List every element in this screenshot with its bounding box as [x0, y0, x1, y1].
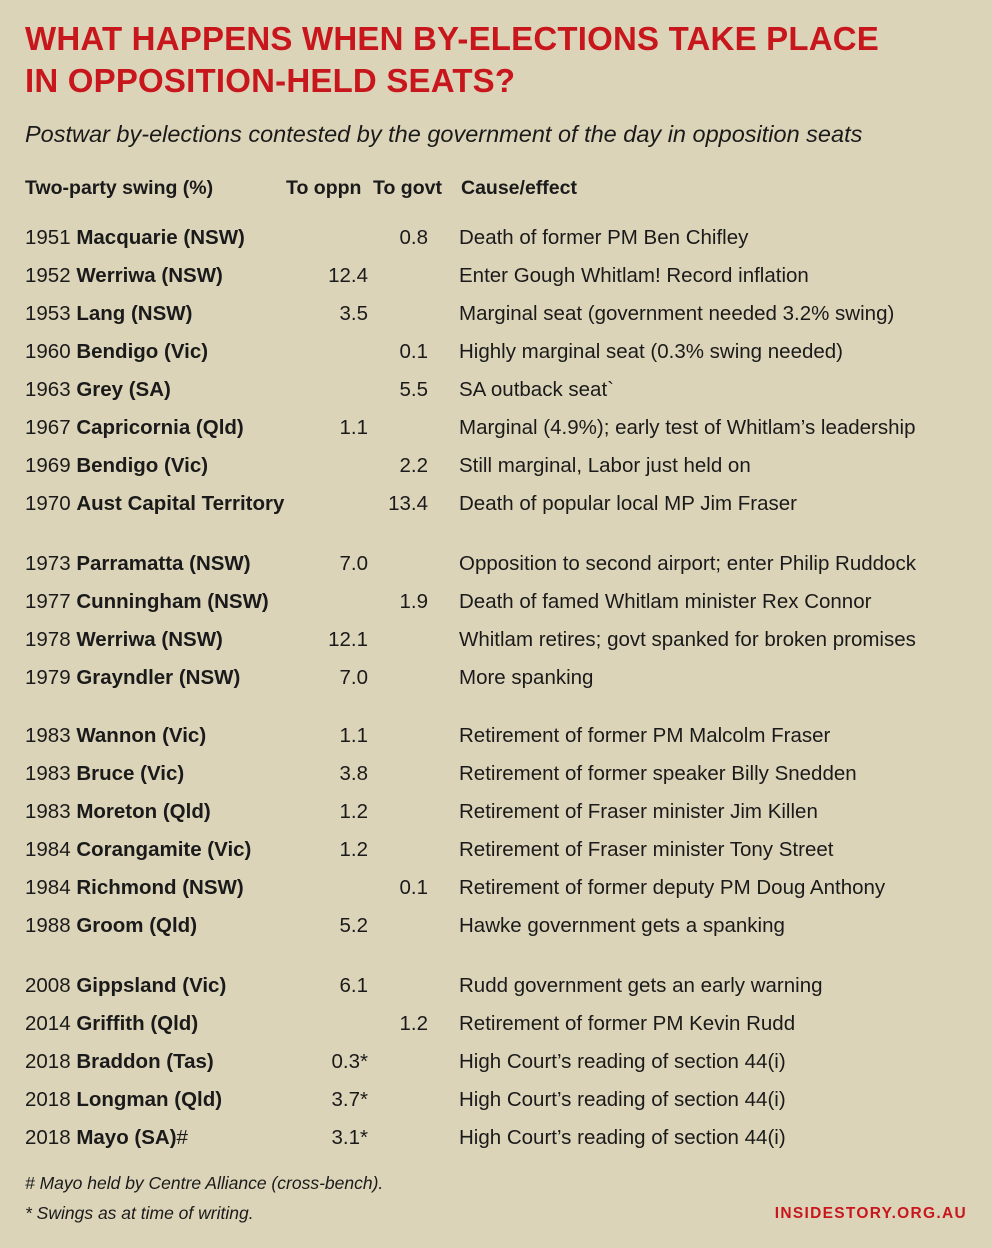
seat-name: Bendigo (Vic): [76, 454, 209, 477]
cause-effect-text: More spanking: [459, 666, 594, 689]
footnote-swings: * Swings as at time of writing.: [25, 1203, 254, 1223]
cause-effect-text: Hawke government gets a spanking: [459, 914, 785, 937]
swing-to-govt-value: 0.1: [399, 340, 428, 363]
seat-cell: [25, 336, 208, 368]
cause-effect-text: Enter Gough Whitlam! Record inflation: [459, 264, 809, 287]
table-row: [0, 374, 992, 406]
seat-cell: [25, 970, 226, 1002]
seat-name: Bendigo (Vic): [76, 340, 209, 363]
swing-to-oppn-value: 1.1: [339, 724, 368, 747]
seat-cell: [25, 450, 208, 482]
header-to-oppn: To oppn: [286, 177, 362, 199]
swing-to-oppn-value: 3.7*: [331, 1088, 368, 1111]
table-row: [0, 910, 992, 942]
table-row: [0, 260, 992, 292]
year-label: 1960: [25, 340, 71, 363]
swing-to-oppn-value: 3.1*: [331, 1126, 368, 1149]
seat-cell: [25, 758, 184, 790]
table-row: [0, 758, 992, 790]
cause-effect-text: Retirement of former speaker Billy Snedden: [459, 762, 857, 785]
title-line-1: WHAT HAPPENS WHEN BY-ELECTIONS TAKE PLACE: [25, 20, 880, 57]
cause-effect-text: Marginal seat (government needed 3.2% swing): [459, 302, 895, 325]
year-label: 1963: [25, 378, 71, 401]
year-label: 1984: [25, 838, 71, 861]
seat-cell: [25, 624, 223, 656]
seat-cell: [25, 1008, 198, 1040]
seat-name: Groom (Qld): [76, 914, 198, 937]
table-row: [0, 796, 992, 828]
seat-cell: [25, 222, 245, 254]
cause-effect-text: Retirement of former PM Malcolm Fraser: [459, 724, 831, 747]
seat-name: Cunningham (NSW): [76, 590, 269, 613]
seat-name: Werriwa (NSW): [76, 628, 223, 651]
table-row: [0, 662, 992, 694]
seat-name: Macquarie (NSW): [76, 226, 245, 249]
swing-to-oppn-value: 3.5: [339, 302, 368, 325]
header-to-govt: To govt: [373, 177, 442, 199]
table-row: [0, 720, 992, 752]
swing-to-govt-value: 1.2: [399, 1012, 428, 1035]
swing-to-oppn-value: 1.2: [339, 838, 368, 861]
seat-name: Grayndler (NSW): [76, 666, 241, 689]
cause-effect-text: High Court’s reading of section 44(i): [459, 1088, 786, 1111]
seat-cell: [25, 1046, 214, 1078]
seat-name: Lang (NSW): [76, 302, 193, 325]
year-label: 1983: [25, 800, 71, 823]
table-row: [0, 548, 992, 580]
seat-footnote-mark: #: [176, 1126, 188, 1149]
footnote-mayo: # Mayo held by Centre Alliance (cross-bench).: [25, 1173, 384, 1193]
cause-effect-text: SA outback seat`: [459, 378, 614, 401]
table-row: [0, 412, 992, 444]
swing-to-govt-value: 5.5: [399, 378, 428, 401]
seat-cell: [25, 260, 223, 292]
cause-effect-text: High Court’s reading of section 44(i): [459, 1050, 786, 1073]
year-label: 1973: [25, 552, 71, 575]
year-label: 1978: [25, 628, 71, 651]
cause-effect-text: Still marginal, Labor just held on: [459, 454, 751, 477]
swing-to-govt-value: 0.1: [399, 876, 428, 899]
seat-cell: [25, 796, 211, 828]
year-label: 1984: [25, 876, 71, 899]
header-swing: Two-party swing (%): [25, 177, 214, 199]
year-label: 1953: [25, 302, 71, 325]
cause-effect-text: Whitlam retires; govt spanked for broken promises: [459, 628, 916, 651]
cause-effect-text: Marginal (4.9%); early test of Whitlam’s leadership: [459, 416, 916, 439]
seat-cell: [25, 1122, 188, 1154]
year-label: 1970: [25, 492, 71, 515]
swing-to-oppn-value: 6.1: [339, 974, 368, 997]
year-label: 1952: [25, 264, 71, 287]
seat-cell: [25, 488, 284, 520]
cause-effect-text: Retirement of former PM Kevin Rudd: [459, 1012, 796, 1035]
swing-to-oppn-value: 1.1: [339, 416, 368, 439]
year-label: 1951: [25, 226, 71, 249]
table-row: [0, 1122, 992, 1154]
table-row: [0, 970, 992, 1002]
cause-effect-text: Opposition to second airport; enter Philip Ruddock: [459, 552, 916, 575]
table-row: [0, 336, 992, 368]
table-row: [0, 1084, 992, 1116]
header-cause-effect: Cause/effect: [461, 177, 577, 199]
cause-effect-text: Retirement of Fraser minister Jim Killen: [459, 800, 818, 823]
table-row: [0, 450, 992, 482]
seat-name: Werriwa (NSW): [76, 264, 223, 287]
seat-cell: [25, 910, 197, 942]
cause-effect-text: Death of famed Whitlam minister Rex Connor: [459, 590, 872, 613]
year-label: 2008: [25, 974, 71, 997]
seat-name: Gippsland (Vic): [76, 974, 227, 997]
swing-to-oppn-value: 3.8: [339, 762, 368, 785]
year-label: 2018: [25, 1088, 71, 1111]
year-label: 1979: [25, 666, 71, 689]
seat-name: Aust Capital Territory: [76, 492, 285, 515]
table-row: [0, 1008, 992, 1040]
year-label: 1988: [25, 914, 71, 937]
year-label: 2018: [25, 1050, 71, 1073]
year-label: 1983: [25, 724, 71, 747]
table-row: [0, 834, 992, 866]
seat-cell: [25, 834, 251, 866]
cause-effect-text: Death of popular local MP Jim Fraser: [459, 492, 798, 515]
year-label: 1967: [25, 416, 71, 439]
seat-name: Braddon (Tas): [76, 1050, 214, 1073]
table-row: [0, 488, 992, 520]
seat-cell: [25, 662, 240, 694]
seat-name: Mayo (SA): [76, 1126, 177, 1149]
seat-cell: [25, 1084, 222, 1116]
swing-to-govt-value: 2.2: [399, 454, 428, 477]
seat-cell: [25, 720, 206, 752]
seat-name: Griffith (Qld): [76, 1012, 199, 1035]
table-row: [0, 222, 992, 254]
year-label: 1983: [25, 762, 71, 785]
source-credit: INSIDESTORY.ORG.AU: [774, 1205, 967, 1222]
seat-name: Grey (SA): [76, 378, 171, 401]
year-label: 2014: [25, 1012, 71, 1035]
seat-cell: [25, 586, 269, 618]
swing-to-govt-value: 0.8: [399, 226, 428, 249]
swing-to-oppn-value: 5.2: [339, 914, 368, 937]
cause-effect-text: Death of former PM Ben Chifley: [459, 226, 749, 249]
subtitle: Postwar by-elections contested by the government of the day in opposition seats: [25, 121, 863, 147]
swing-to-govt-value: 13.4: [388, 492, 428, 515]
seat-name: Moreton (Qld): [76, 800, 211, 823]
table-row: [0, 1046, 992, 1078]
seat-name: Wannon (Vic): [76, 724, 207, 747]
table-row: [0, 872, 992, 904]
table-row: [0, 586, 992, 618]
seat-name: Richmond (NSW): [76, 876, 244, 899]
seat-cell: [25, 374, 171, 406]
seat-name: Corangamite (Vic): [76, 838, 252, 861]
swing-to-oppn-value: 12.1: [328, 628, 368, 651]
cause-effect-text: High Court’s reading of section 44(i): [459, 1126, 786, 1149]
seat-cell: [25, 298, 192, 330]
seat-name: Parramatta (NSW): [76, 552, 251, 575]
seat-name: Longman (Qld): [76, 1088, 223, 1111]
swing-to-oppn-value: 12.4: [328, 264, 368, 287]
swing-to-oppn-value: 7.0: [339, 552, 368, 575]
table-row: [0, 298, 992, 330]
seat-name: Capricornia (Qld): [76, 416, 244, 439]
swing-to-govt-value: 1.9: [399, 590, 428, 613]
cause-effect-text: Retirement of former deputy PM Doug Anthony: [459, 876, 886, 899]
swing-to-oppn-value: 7.0: [339, 666, 368, 689]
page-title: [25, 18, 965, 102]
swing-to-oppn-value: 0.3*: [331, 1050, 368, 1073]
swing-to-oppn-value: 1.2: [339, 800, 368, 823]
year-label: 2018: [25, 1126, 71, 1149]
cause-effect-text: Highly marginal seat (0.3% swing needed): [459, 340, 844, 363]
title-line-2: IN OPPOSITION-HELD SEATS?: [25, 62, 516, 99]
seat-name: Bruce (Vic): [76, 762, 185, 785]
year-label: 1977: [25, 590, 71, 613]
table-row: [0, 624, 992, 656]
seat-cell: [25, 548, 251, 580]
year-label: 1969: [25, 454, 71, 477]
seat-cell: [25, 412, 244, 444]
seat-cell: [25, 872, 244, 904]
cause-effect-text: Retirement of Fraser minister Tony Street: [459, 838, 834, 861]
cause-effect-text: Rudd government gets an early warning: [459, 974, 823, 997]
